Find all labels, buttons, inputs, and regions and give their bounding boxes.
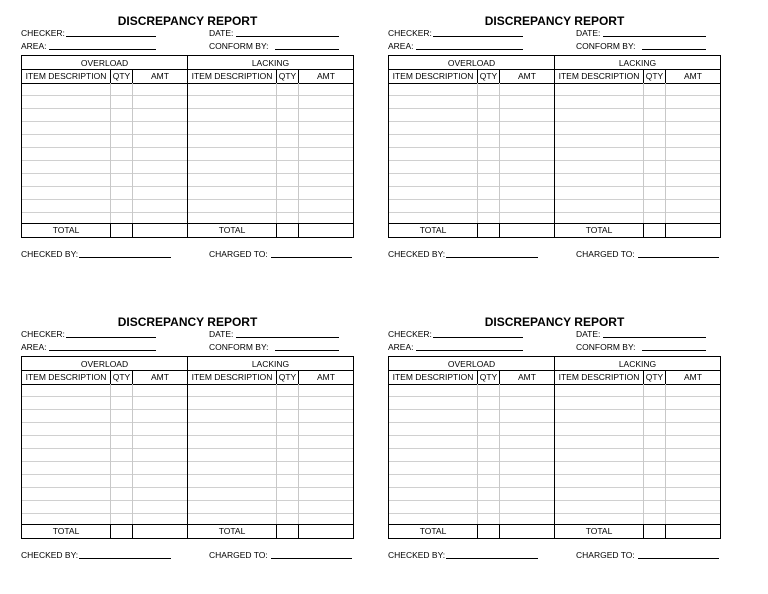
lacking-item-description-header: ITEM DESCRIPTION bbox=[558, 71, 640, 81]
charged-to-label: CHARGED TO: bbox=[209, 249, 268, 259]
overload-amt-header: AMT bbox=[518, 372, 536, 382]
checker-label: CHECKER: bbox=[21, 329, 65, 339]
section-divider bbox=[554, 357, 555, 538]
discrepancy-report-form bbox=[388, 14, 721, 264]
lacking-amt-header: AMT bbox=[684, 372, 702, 382]
report-title: DISCREPANCY REPORT bbox=[117, 14, 258, 28]
conform-by-field[interactable] bbox=[275, 49, 339, 50]
overload-total-label: TOTAL bbox=[52, 526, 80, 536]
area-field[interactable] bbox=[49, 49, 156, 50]
discrepancy-table bbox=[388, 356, 721, 539]
conform-by-label: CONFORM BY: bbox=[576, 41, 636, 51]
overload-item-description-header: ITEM DESCRIPTION bbox=[25, 372, 107, 382]
lacking-qty-header: QTY bbox=[278, 71, 297, 81]
conform-by-field[interactable] bbox=[642, 49, 706, 50]
area-label: AREA: bbox=[21, 342, 47, 352]
lacking-amt-header: AMT bbox=[684, 71, 702, 81]
date-field[interactable] bbox=[603, 337, 706, 338]
overload-amt-header: AMT bbox=[518, 71, 536, 81]
area-label: AREA: bbox=[21, 41, 47, 51]
lacking-header: LACKING bbox=[251, 359, 290, 369]
charged-to-label: CHARGED TO: bbox=[576, 550, 635, 560]
overload-qty-header: QTY bbox=[112, 372, 131, 382]
date-label: DATE: bbox=[576, 28, 601, 38]
section-divider bbox=[187, 56, 188, 237]
checker-field[interactable] bbox=[433, 337, 523, 338]
overload-item-description-header: ITEM DESCRIPTION bbox=[392, 71, 474, 81]
checked-by-label: CHECKED BY: bbox=[388, 249, 446, 259]
checked-by-label: CHECKED BY: bbox=[21, 550, 79, 560]
checker-field[interactable] bbox=[66, 36, 156, 37]
lacking-total-label: TOTAL bbox=[585, 526, 613, 536]
checker-label: CHECKER: bbox=[388, 329, 432, 339]
checker-label: CHECKER: bbox=[21, 28, 65, 38]
date-field[interactable] bbox=[236, 337, 339, 338]
checker-label: CHECKER: bbox=[388, 28, 432, 38]
conform-by-label: CONFORM BY: bbox=[576, 342, 636, 352]
overload-total-label: TOTAL bbox=[419, 526, 447, 536]
lacking-qty-header: QTY bbox=[645, 372, 664, 382]
charged-to-label: CHARGED TO: bbox=[209, 550, 268, 560]
charged-to-field[interactable] bbox=[638, 257, 719, 258]
area-label: AREA: bbox=[388, 342, 414, 352]
discrepancy-report-form bbox=[21, 14, 354, 264]
overload-total-label: TOTAL bbox=[52, 225, 80, 235]
lacking-qty-header: QTY bbox=[645, 71, 664, 81]
checked-by-field[interactable] bbox=[79, 257, 171, 258]
discrepancy-table bbox=[21, 55, 354, 238]
section-divider bbox=[554, 56, 555, 237]
conform-by-field[interactable] bbox=[642, 350, 706, 351]
report-title: DISCREPANCY REPORT bbox=[484, 315, 625, 329]
area-label: AREA: bbox=[388, 41, 414, 51]
lacking-qty-header: QTY bbox=[278, 372, 297, 382]
conform-by-label: CONFORM BY: bbox=[209, 342, 269, 352]
area-field[interactable] bbox=[416, 49, 523, 50]
section-divider bbox=[187, 357, 188, 538]
lacking-item-description-header: ITEM DESCRIPTION bbox=[191, 71, 273, 81]
report-title: DISCREPANCY REPORT bbox=[117, 315, 258, 329]
lacking-total-label: TOTAL bbox=[218, 526, 246, 536]
overload-amt-header: AMT bbox=[151, 372, 169, 382]
checked-by-field[interactable] bbox=[446, 257, 538, 258]
lacking-amt-header: AMT bbox=[317, 71, 335, 81]
overload-total-label: TOTAL bbox=[419, 225, 447, 235]
overload-qty-header: QTY bbox=[479, 71, 498, 81]
checker-field[interactable] bbox=[433, 36, 523, 37]
lacking-item-description-header: ITEM DESCRIPTION bbox=[191, 372, 273, 382]
checked-by-label: CHECKED BY: bbox=[21, 249, 79, 259]
lacking-item-description-header: ITEM DESCRIPTION bbox=[558, 372, 640, 382]
checker-field[interactable] bbox=[66, 337, 156, 338]
overload-header: OVERLOAD bbox=[447, 359, 496, 369]
overload-item-description-header: ITEM DESCRIPTION bbox=[25, 71, 107, 81]
checked-by-label: CHECKED BY: bbox=[388, 550, 446, 560]
checked-by-field[interactable] bbox=[446, 558, 538, 559]
lacking-header: LACKING bbox=[618, 359, 657, 369]
discrepancy-table bbox=[21, 356, 354, 539]
date-field[interactable] bbox=[236, 36, 339, 37]
conform-by-label: CONFORM BY: bbox=[209, 41, 269, 51]
charged-to-field[interactable] bbox=[271, 257, 352, 258]
date-label: DATE: bbox=[576, 329, 601, 339]
overload-amt-header: AMT bbox=[151, 71, 169, 81]
overload-header: OVERLOAD bbox=[80, 58, 129, 68]
charged-to-field[interactable] bbox=[638, 558, 719, 559]
overload-qty-header: QTY bbox=[112, 71, 131, 81]
overload-item-description-header: ITEM DESCRIPTION bbox=[392, 372, 474, 382]
charged-to-field[interactable] bbox=[271, 558, 352, 559]
overload-header: OVERLOAD bbox=[80, 359, 129, 369]
report-title: DISCREPANCY REPORT bbox=[484, 14, 625, 28]
area-field[interactable] bbox=[49, 350, 156, 351]
discrepancy-table bbox=[388, 55, 721, 238]
discrepancy-report-form bbox=[388, 315, 721, 565]
lacking-amt-header: AMT bbox=[317, 372, 335, 382]
lacking-total-label: TOTAL bbox=[585, 225, 613, 235]
overload-qty-header: QTY bbox=[479, 372, 498, 382]
conform-by-field[interactable] bbox=[275, 350, 339, 351]
lacking-header: LACKING bbox=[618, 58, 657, 68]
overload-header: OVERLOAD bbox=[447, 58, 496, 68]
area-field[interactable] bbox=[416, 350, 523, 351]
charged-to-label: CHARGED TO: bbox=[576, 249, 635, 259]
lacking-total-label: TOTAL bbox=[218, 225, 246, 235]
date-label: DATE: bbox=[209, 329, 234, 339]
date-field[interactable] bbox=[603, 36, 706, 37]
lacking-header: LACKING bbox=[251, 58, 290, 68]
checked-by-field[interactable] bbox=[79, 558, 171, 559]
date-label: DATE: bbox=[209, 28, 234, 38]
discrepancy-report-form bbox=[21, 315, 354, 565]
